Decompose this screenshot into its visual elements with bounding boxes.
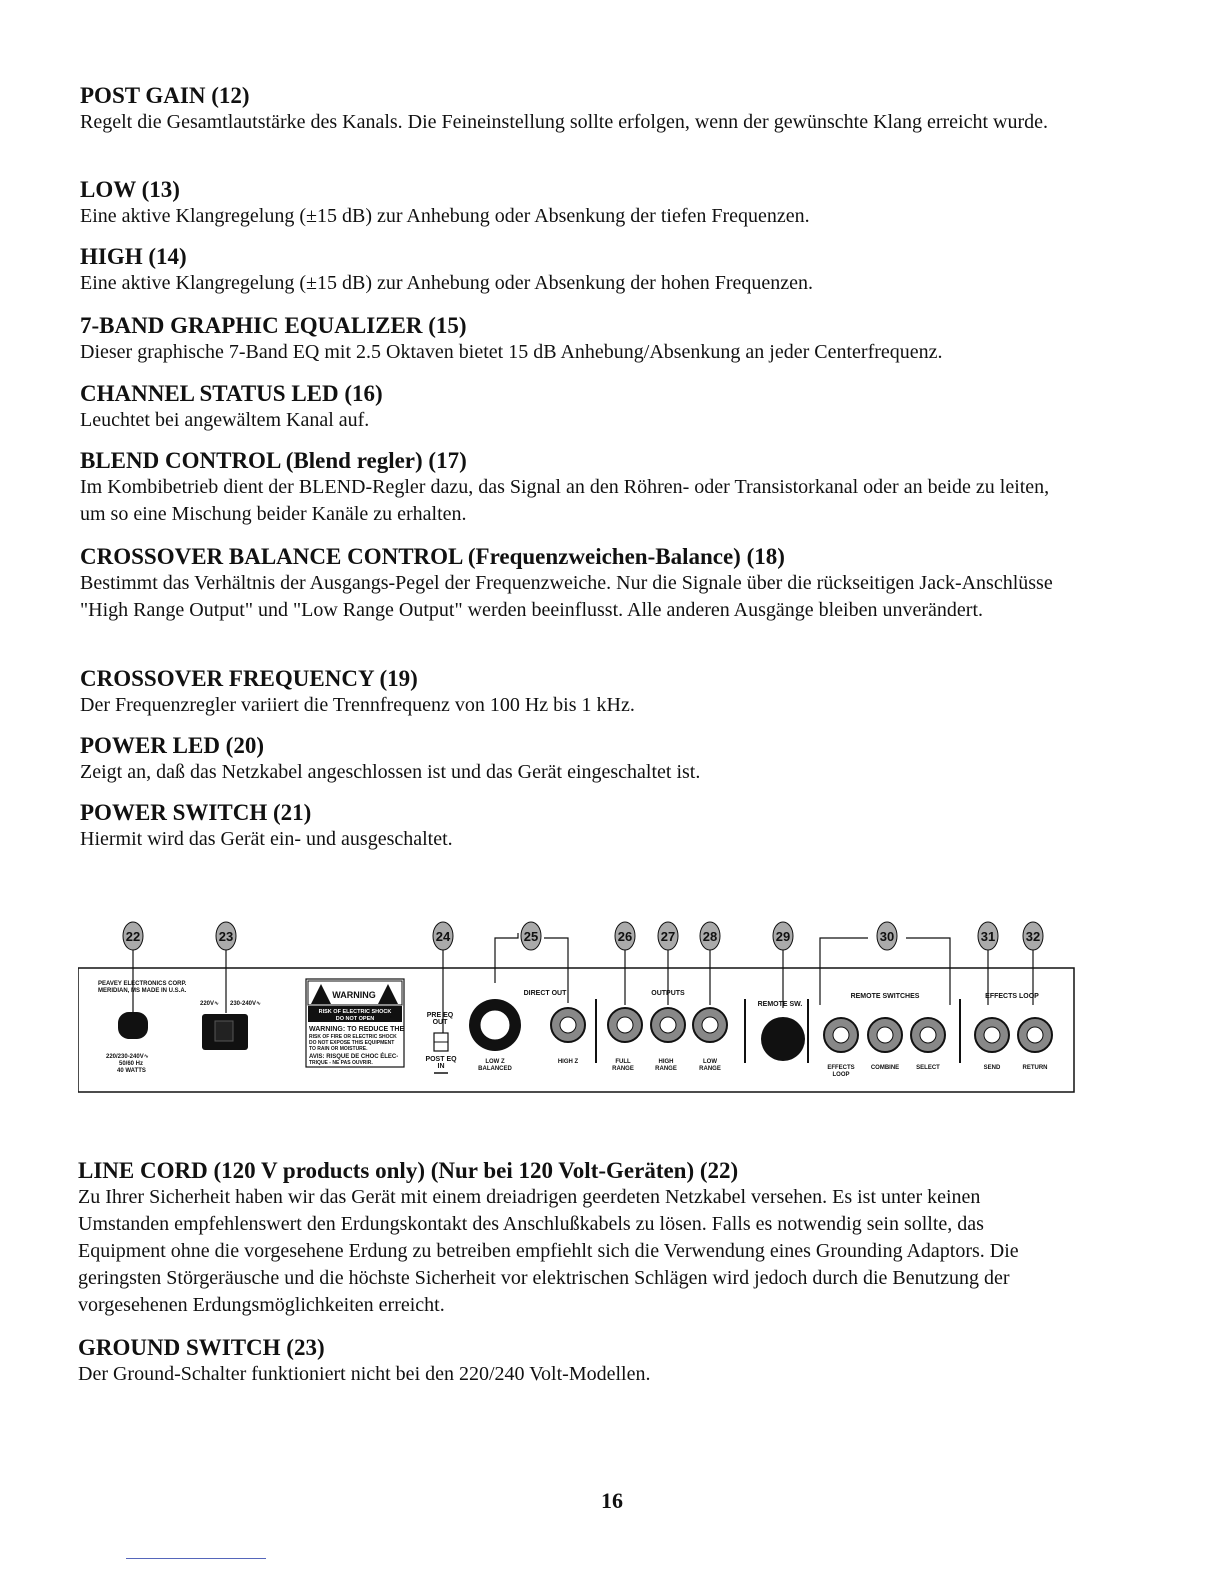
warning-title: WARNING bbox=[332, 990, 376, 1000]
warning-text-line: WARNING: TO REDUCE THE bbox=[309, 1026, 405, 1033]
section-crossover-balance bbox=[80, 543, 1090, 624]
warning-label bbox=[306, 979, 404, 1067]
section-power-led bbox=[80, 732, 1090, 786]
section-heading: GROUND SWITCH (23) bbox=[78, 1335, 325, 1360]
section-heading: CHANNEL STATUS LED (16) bbox=[80, 381, 383, 406]
section-body: Dieser graphische 7-Band EQ mit 2.5 Oktaven bietet 15 dB Anhebung/Absenkung an jeder Centerfrequenz. bbox=[80, 341, 943, 363]
callout-31: 31 bbox=[980, 929, 996, 944]
section-body: Zu Ihrer Sicherheit haben wir das Gerät mit einem dreiadrigen geerdeten Netzkabel versehen. Es ist unter keinen Umstanden empfehlenswert den Erdungskontakt des Anschlußkabels zu lösen. Falls es notwendig sein sollte, das Equipment ohne die vorgesehene Erdung zu betreiben empfiehlt sich die Verwendung eines Grounding Adaptors. Die geringsten Störgeräusche und die höchste Sicherheit vor elektrischen Schlägen wird jedoch durch die Benutzung der vorgesehenen Erdungsmöglichkeiten erreicht. bbox=[78, 1186, 1019, 1316]
send-label: SEND bbox=[983, 1065, 1001, 1071]
section-ground-switch bbox=[78, 1334, 1088, 1388]
section-body: Leuchtet bei angewältem Kanal auf. bbox=[80, 409, 370, 431]
section-heading: POST GAIN (12) bbox=[80, 83, 250, 108]
direct-out-label: DIRECT OUT bbox=[523, 990, 567, 997]
jack-center bbox=[660, 1017, 676, 1033]
jack-center bbox=[984, 1027, 1000, 1043]
jack-center bbox=[920, 1027, 936, 1043]
section-high bbox=[80, 243, 1090, 297]
section-heading: BLEND CONTROL (Blend regler) (17) bbox=[80, 448, 467, 473]
section-post-gain bbox=[80, 82, 1090, 136]
callout-25: 25 bbox=[523, 929, 539, 944]
balanced-label: BALANCED bbox=[478, 1066, 512, 1072]
remote-sw-label: REMOTE SW. bbox=[757, 1001, 803, 1008]
loop-label: LOOP bbox=[832, 1072, 850, 1078]
callout-23: 23 bbox=[218, 929, 234, 944]
warning-text-line: AVIS: RISQUE DE CHOC ÉLEC- bbox=[309, 1054, 399, 1060]
line-cord-socket bbox=[118, 1012, 148, 1039]
power-rating-voltage: 220/230-240V∿ bbox=[106, 1054, 149, 1060]
callout-32: 32 bbox=[1025, 929, 1041, 944]
section-graphic-eq bbox=[80, 312, 1090, 366]
footer-rule bbox=[126, 1558, 266, 1559]
section-low bbox=[80, 176, 1090, 230]
warning-text-line: RISK OF FIRE OR ELECTRIC SHOCK bbox=[309, 1034, 397, 1040]
power-rating-frequency: 50/60 Hz bbox=[119, 1061, 144, 1067]
callout-bubbles bbox=[123, 922, 1043, 950]
range-label: RANGE bbox=[655, 1066, 677, 1072]
return-label: RETURN bbox=[1022, 1065, 1048, 1071]
effects-label: EFFECTS bbox=[827, 1065, 855, 1071]
jack-center bbox=[560, 1017, 576, 1033]
section-crossover-frequency bbox=[80, 665, 1090, 719]
warning-shock-band: RISK OF ELECTRIC SHOCK bbox=[318, 1009, 392, 1015]
pre-eq-out-label: PRE EQ bbox=[426, 1012, 454, 1019]
power-rating-watts: 40 WATTS bbox=[117, 1068, 146, 1074]
section-heading: CROSSOVER FREQUENCY (19) bbox=[80, 666, 418, 691]
callout-26: 26 bbox=[617, 929, 633, 944]
section-heading: 7-BAND GRAPHIC EQUALIZER (15) bbox=[80, 313, 467, 338]
section-heading: POWER LED (20) bbox=[80, 733, 264, 758]
combine-label: COMBINE bbox=[870, 1065, 900, 1071]
jack-center bbox=[877, 1027, 893, 1043]
range-label: RANGE bbox=[699, 1066, 721, 1072]
warning-text-line: TO RAIN OR MOISTURE. bbox=[309, 1046, 368, 1052]
manufacturer-label: PEAVEY ELECTRONICS CORP. bbox=[98, 981, 187, 987]
effects-loop-label: EFFECTS LOOP bbox=[985, 993, 1039, 1000]
section-body: Eine aktive Klangregelung (±15 dB) zur Anhebung oder Absenkung der hohen Frequenzen. bbox=[80, 272, 813, 294]
warning-text-line: DO NOT EXPOSE THIS EQUIPMENT bbox=[309, 1040, 395, 1046]
remote-switches-label: REMOTE SWITCHES bbox=[850, 993, 920, 1000]
section-line-cord bbox=[78, 1157, 1088, 1319]
xlr-jack-center bbox=[480, 1010, 510, 1040]
section-power-switch bbox=[80, 799, 1090, 853]
section-body: Eine aktive Klangregelung (±15 dB) zur Anhebung oder Absenkung der tiefen Frequenzen. bbox=[80, 205, 810, 227]
outputs-label: OUTPUTS bbox=[651, 990, 685, 997]
callout-29: 29 bbox=[775, 929, 791, 944]
remote-switch-din-jack bbox=[761, 1017, 805, 1061]
select-label: SELECT bbox=[916, 1065, 940, 1071]
jack-center bbox=[702, 1017, 718, 1033]
high-z-label: HIGH Z bbox=[557, 1059, 579, 1065]
voltage-230-240-label: 230-240V∿ bbox=[230, 1001, 262, 1007]
low-label: LOW bbox=[703, 1059, 717, 1065]
manufacturer-location: MERIDIAN, MS MADE IN U.S.A. bbox=[98, 988, 187, 994]
section-heading: HIGH (14) bbox=[80, 244, 187, 269]
jack-center bbox=[833, 1027, 849, 1043]
section-heading: POWER SWITCH (21) bbox=[80, 800, 312, 825]
low-z-label: LOW Z bbox=[485, 1059, 505, 1065]
full-label: FULL bbox=[615, 1059, 631, 1065]
range-label: RANGE bbox=[612, 1066, 634, 1072]
section-heading: CROSSOVER BALANCE CONTROL (Frequenzweichen-Balance) (18) bbox=[80, 544, 785, 569]
section-body: Hiermit wird das Gerät ein- und ausgeschaltet. bbox=[80, 828, 453, 850]
warning-text-line: TRIQUE - NE PAS OUVRIR. bbox=[309, 1060, 373, 1066]
post-eq-in-label: POST EQ bbox=[425, 1056, 457, 1063]
callout-24: 24 bbox=[435, 929, 451, 944]
callout-27: 27 bbox=[660, 929, 676, 944]
section-body: Der Ground-Schalter funktioniert nicht bei den 220/240 Volt-Modellen. bbox=[78, 1363, 651, 1385]
section-heading: LINE CORD (120 V products only) (Nur bei 120 Volt-Geräten) (22) bbox=[78, 1158, 739, 1183]
jack-center bbox=[617, 1017, 633, 1033]
voltage-220-label: 220V∿ bbox=[200, 1001, 220, 1007]
callout-28: 28 bbox=[702, 929, 718, 944]
jack-center bbox=[1027, 1027, 1043, 1043]
callout-30: 30 bbox=[879, 929, 895, 944]
section-channel-status-led bbox=[80, 380, 1090, 434]
section-body: Der Frequenzregler variiert die Trennfrequenz von 100 Hz bis 1 kHz. bbox=[80, 694, 635, 716]
section-blend-control bbox=[80, 447, 1090, 528]
high-label: HIGH bbox=[658, 1059, 674, 1065]
callout-22: 22 bbox=[125, 929, 141, 944]
ground-switch-rocker bbox=[215, 1021, 233, 1041]
section-body: Regelt die Gesamtlautstärke des Kanals. Die Feineinstellung sollte erfolgen, wenn der gewünschte Klang erreicht wurde. bbox=[80, 111, 1049, 133]
section-body: Im Kombibetrieb dient der BLEND-Regler dazu, das Signal an den Röhren- oder Transistorkanal oder an beide zu leiten, um so eine Mischung beider Kanäle zu erhalten. bbox=[80, 476, 1050, 525]
section-heading: LOW (13) bbox=[80, 177, 180, 202]
section-body: Bestimmt das Verhältnis der Ausgangs-Pegel der Frequenzweiche. Nur die Signale über die rückseitigen Jack-Anschlüsse "High Range Output" und "Low Range Output" werden beeinflusst. Alle anderen Ausgänge bleiben unverändert. bbox=[80, 572, 1053, 621]
rear-panel-diagram bbox=[78, 913, 1076, 1093]
pre-eq-out-label-2: OUT bbox=[432, 1019, 448, 1026]
page-number: 16 bbox=[601, 1488, 623, 1513]
warning-open-band: DO NOT OPEN bbox=[335, 1016, 375, 1022]
section-body: Zeigt an, daß das Netzkabel angeschlossen ist und das Gerät eingeschaltet ist. bbox=[80, 761, 701, 783]
post-eq-in-label-2: IN bbox=[437, 1063, 445, 1070]
